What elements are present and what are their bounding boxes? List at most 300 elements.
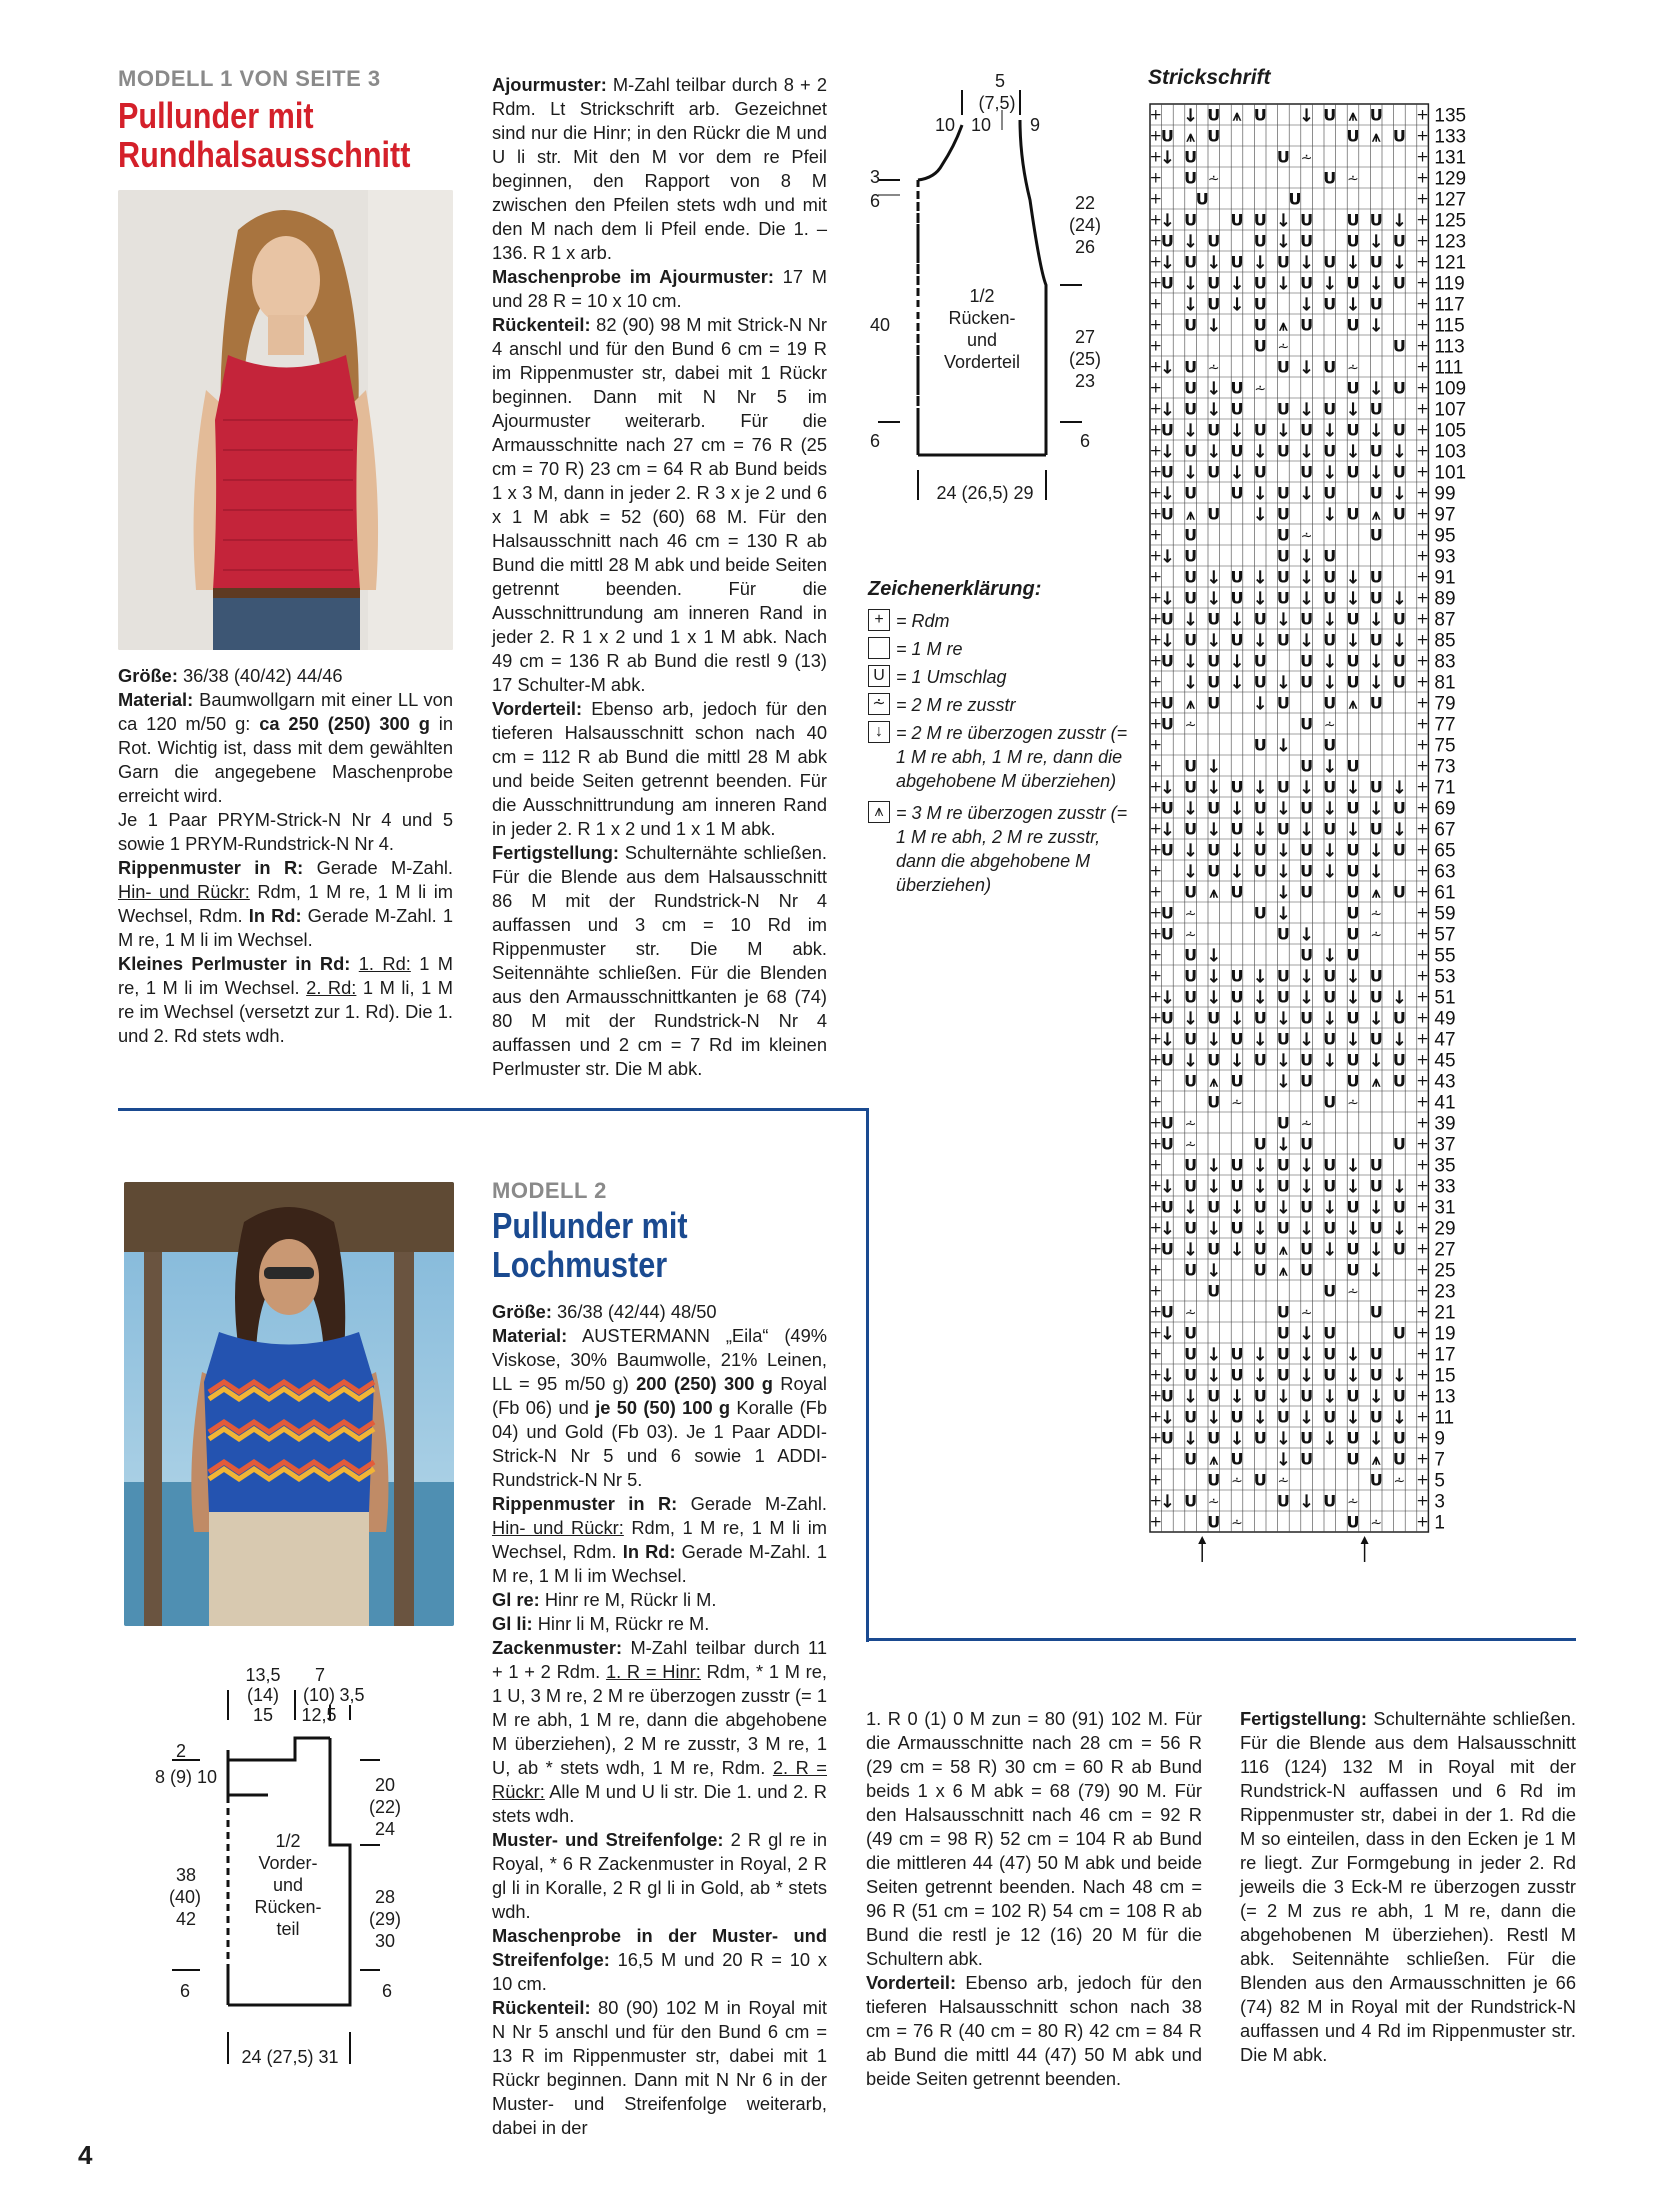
model1-photo-illustration xyxy=(118,190,453,650)
chart-edge-stitch: + xyxy=(1149,1218,1163,1237)
chart-k2tog: ⩪ xyxy=(1277,1473,1290,1490)
chart-yarnover: U xyxy=(1253,840,1267,860)
m2-dim-top-a3: 15 xyxy=(252,1705,274,1725)
chart-yarnover: U xyxy=(1230,1407,1244,1427)
chart-yarnover: U xyxy=(1230,483,1244,503)
chart-yarnover: U xyxy=(1230,987,1244,1007)
chart-yarnover: U xyxy=(1253,210,1267,230)
chart-yarnover: U xyxy=(1369,630,1383,650)
chart-ssk: ↓ xyxy=(1252,1176,1268,1198)
m1-dim-top-e: 9 xyxy=(1029,115,1040,135)
model2-title-line1: Pullunder mit xyxy=(492,1205,688,1246)
chart-yarnover: U xyxy=(1253,609,1267,629)
m1-dim-right-a2: (24) xyxy=(1068,215,1101,235)
chart-ssk: ↓ xyxy=(1206,630,1222,652)
chart-yarnover: U xyxy=(1346,462,1360,482)
chart-yarnover: U xyxy=(1160,693,1174,713)
chart-ssk: ↓ xyxy=(1206,567,1222,589)
chart-edge-stitch: + xyxy=(1416,1155,1429,1174)
divider-model1-bottom xyxy=(118,1108,868,1111)
chart-row-label: 61 xyxy=(1434,882,1456,904)
chart-yarnover: U xyxy=(1392,1008,1406,1028)
m1-front: Vorderteil: Ebenso arb, jedoch für den tieferen Halsausschnitt schon nach 40 cm = 112 R ab Bund die mittl 28 M abk und beide Seiten getrennt beenden. Für die Ausschnittrundung am inneren Rand in jeder 2. R 1 x 2 und 1 x 1 M abk. xyxy=(492,698,827,839)
legend-row-k2tog: ⩪ = 2 M re zusstr xyxy=(868,693,1138,717)
chart-ssk: ↓ xyxy=(1183,105,1199,127)
chart-k2tog: ⩪ xyxy=(1184,717,1197,734)
chart-yarnover: U xyxy=(1346,882,1360,902)
chart-ssk: ↓ xyxy=(1275,1008,1291,1030)
chart-yarnover: U xyxy=(1300,1134,1314,1154)
chart-edge-stitch: + xyxy=(1149,1008,1163,1027)
chart-yarnover: U xyxy=(1323,735,1337,755)
chart-yarnover: U xyxy=(1207,1428,1221,1448)
m1-back: Rückenteil: 82 (90) 98 M mit Strick-N Nr 4 anschl und für den Bund 6 cm = 19 R im Rippenmuster str, dabei mit 1 Rückr beginnen. Dann mit N Nr 5 im Ajourmuster weiterarb. Für die Armausschnitte nach 27 cm = 76 R (25 cm = 70 R) 23 cm = 64 R ab Bund beids 1 x 3 M, dann in jeder 2. R 3 x je 2 und 6 x 1 M abk = 52 (60) 68 M. Für den Halsausschnitt nach 46 cm = 130 R ab Bund die mittl 28 M abk und beide Seiten getrennt beenden. Für die Ausschnittrundung am inneren Rand in jeder 2. R 1 x 2 und 1 x 1 M abk. Nach 49 cm = 136 R ab Bund die restl 9 (13) 17 Schulter-M abk. xyxy=(492,314,827,695)
chart-yarnover: U xyxy=(1323,441,1337,461)
chart-yarnover: U xyxy=(1230,1365,1244,1385)
legend-row-skp: ↓ = 2 M re überzogen zusstr (= 1 M re abh, 1 M re, dann die abgehobene M überziehen) xyxy=(868,721,1138,793)
chart-yarnover: U xyxy=(1160,504,1174,524)
chart-edge-stitch: + xyxy=(1416,924,1429,943)
m2-dim-bottom: 24 (27,5) 31 xyxy=(241,2047,339,2067)
chart-ssk: ↓ xyxy=(1229,861,1245,883)
chart-ssk: ↓ xyxy=(1183,1008,1199,1030)
chart-ssk: ↓ xyxy=(1275,1071,1291,1093)
chart-yarnover: U xyxy=(1230,966,1244,986)
chart-yarnover: U xyxy=(1230,777,1244,797)
chart-edge-stitch: + xyxy=(1416,714,1429,733)
chart-ssk: ↓ xyxy=(1206,1344,1222,1366)
chart-row-label: 91 xyxy=(1434,567,1456,589)
m2-stripes: Muster- und Streifenfolge: 2 R gl re in Royal, * 6 R Zackenmuster in Royal, 2 R gl li in Koralle, 2 R gl li in Gold, ab * stets wdh. xyxy=(492,1829,828,1922)
chart-ssk: ↓ xyxy=(1322,462,1338,484)
chart-row-label: 127 xyxy=(1434,189,1467,211)
chart-edge-stitch: + xyxy=(1149,1428,1163,1447)
chart-row-label: 45 xyxy=(1434,1050,1456,1072)
chart-yarnover: U xyxy=(1207,1008,1221,1028)
chart-yarnover: U xyxy=(1253,1197,1267,1217)
chart-ssk: ↓ xyxy=(1368,840,1384,862)
chart-edge-stitch: + xyxy=(1149,315,1163,334)
chart-ssk: ↓ xyxy=(1322,756,1338,778)
chart-ssk: ↓ xyxy=(1183,1428,1199,1450)
chart-edge-stitch: + xyxy=(1149,105,1163,124)
chart-edge-stitch: + xyxy=(1416,777,1429,796)
chart-yarnover: U xyxy=(1369,294,1383,314)
chart-yarnover: U xyxy=(1369,1218,1383,1238)
chart-ssk: ↓ xyxy=(1252,1029,1268,1051)
chart-yarnover: U xyxy=(1253,1470,1267,1490)
chart-ssk: ↓ xyxy=(1391,1407,1407,1429)
m2-rib: Rippenmuster in R: Gerade M-Zahl. Hin- und Rückr: Rdm, 1 M re, 1 M li im Wechsel, Rdm. In Rd: Gerade M-Zahl. 1 M re, 1 M li im Wechsel. xyxy=(492,1493,828,1586)
chart-ssk: ↓ xyxy=(1275,231,1291,253)
chart-edge-stitch: + xyxy=(1149,567,1163,586)
chart-yarnover: U xyxy=(1346,1449,1360,1469)
chart-yarnover: U xyxy=(1184,525,1198,545)
chart-row-label: 25 xyxy=(1434,1260,1456,1282)
chart-yarnover: U xyxy=(1160,798,1174,818)
chart-yarnover: U xyxy=(1323,1365,1337,1385)
chart-edge-stitch: + xyxy=(1416,1302,1429,1321)
chart-edge-stitch: + xyxy=(1416,525,1429,544)
chart-yarnover: U xyxy=(1300,1386,1314,1406)
chart-yarnover: U xyxy=(1323,546,1337,566)
chart-yarnover: U xyxy=(1369,966,1383,986)
chart-edge-stitch: + xyxy=(1416,231,1429,250)
chart-yarnover: U xyxy=(1253,1260,1267,1280)
chart-yarnover: U xyxy=(1276,1302,1290,1322)
chart-yarnover: U xyxy=(1392,462,1406,482)
chart-yarnover: U xyxy=(1392,504,1406,524)
chart-edge-stitch: + xyxy=(1416,483,1429,502)
chart-edge-stitch: + xyxy=(1149,504,1163,523)
chart-ssk: ↓ xyxy=(1368,1260,1384,1282)
chart-ssk: ↓ xyxy=(1229,651,1245,673)
chart-sk2p: ⩚ xyxy=(1186,505,1195,524)
chart-ssk: ↓ xyxy=(1206,1365,1222,1387)
chart-yarnover: U xyxy=(1346,210,1360,230)
triple-decrease-icon: ⩚ xyxy=(868,801,890,823)
chart-yarnover: U xyxy=(1207,1281,1221,1301)
chart-yarnover: U xyxy=(1230,399,1244,419)
chart-sk2p: ⩚ xyxy=(1348,694,1358,713)
chart-ssk: ↓ xyxy=(1252,777,1268,799)
chart-ssk: ↓ xyxy=(1345,1365,1361,1387)
chart-yarnover: U xyxy=(1392,1323,1406,1343)
model1-col1 xyxy=(118,664,453,1048)
chart-edge-stitch: + xyxy=(1416,1386,1429,1405)
chart-row-label: 85 xyxy=(1434,630,1456,652)
chart-k2tog: ⩪ xyxy=(1184,906,1197,923)
chart-yarnover: U xyxy=(1207,840,1221,860)
chart-ssk: ↓ xyxy=(1183,231,1199,253)
chart-ssk: ↓ xyxy=(1368,672,1384,694)
chart-edge-stitch: + xyxy=(1416,1260,1429,1279)
chart-edge-stitch: + xyxy=(1416,1092,1429,1111)
chart-k2tog: ⩪ xyxy=(1393,1473,1406,1490)
chart-ssk: ↓ xyxy=(1345,1029,1361,1051)
chart-row-label: 55 xyxy=(1434,945,1456,967)
chart-yarnover: U xyxy=(1253,294,1267,314)
chart-ssk: ↓ xyxy=(1391,1029,1407,1051)
chart-edge-stitch: + xyxy=(1149,231,1163,250)
chart-row-label: 27 xyxy=(1434,1239,1456,1261)
chart-ssk: ↓ xyxy=(1299,399,1315,421)
chart-yarnover: U xyxy=(1346,1197,1360,1217)
chart-yarnover: U xyxy=(1207,1197,1221,1217)
chart-yarnover: U xyxy=(1276,588,1290,608)
chart-row-label: 69 xyxy=(1434,798,1456,820)
chart-yarnover: U xyxy=(1300,1260,1314,1280)
chart-yarnover: U xyxy=(1323,630,1337,650)
chart-yarnover: U xyxy=(1276,987,1290,1007)
chart-edge-stitch: + xyxy=(1416,1071,1429,1090)
chart-edge-stitch: + xyxy=(1149,798,1163,817)
chart-ssk: ↓ xyxy=(1159,399,1175,421)
chart-yarnover: U xyxy=(1346,504,1360,524)
chart-ssk: ↓ xyxy=(1159,147,1175,169)
chart-yarnover: U xyxy=(1392,336,1406,356)
chart-ssk: ↓ xyxy=(1183,294,1199,316)
chart-edge-stitch: + xyxy=(1416,1176,1429,1195)
chart-yarnover: U xyxy=(1346,756,1360,776)
model2-kicker: MODELL 2 xyxy=(492,1178,607,1203)
chart-yarnover: U xyxy=(1369,1155,1383,1175)
chart-ssk: ↓ xyxy=(1299,966,1315,988)
chart-ssk: ↓ xyxy=(1275,420,1291,442)
chart-yarnover: U xyxy=(1160,1239,1174,1259)
chart-edge-stitch: + xyxy=(1149,693,1163,712)
chart-yarnover: U xyxy=(1253,315,1267,335)
chart-ssk: ↓ xyxy=(1345,1218,1361,1240)
chart-edge-stitch: + xyxy=(1149,966,1163,985)
chart-edge-stitch: + xyxy=(1416,399,1429,418)
chart-ssk: ↓ xyxy=(1252,987,1268,1009)
chart-yarnover: U xyxy=(1276,525,1290,545)
model2-title-line2: Lochmuster xyxy=(492,1244,668,1285)
chart-ssk: ↓ xyxy=(1345,819,1361,841)
knitting-chart xyxy=(1148,102,1548,1572)
model2-title xyxy=(492,1206,688,1284)
chart-k2tog: ⩪ xyxy=(1207,360,1220,377)
chart-yarnover: U xyxy=(1207,1470,1221,1490)
chart-yarnover: U xyxy=(1184,882,1198,902)
chart-ssk: ↓ xyxy=(1275,609,1291,631)
chart-yarnover: U xyxy=(1323,777,1337,797)
chart-row-label: 89 xyxy=(1434,588,1456,610)
chart-edge-stitch: + xyxy=(1416,756,1429,775)
chart-edge-stitch: + xyxy=(1149,588,1163,607)
chart-yarnover: U xyxy=(1300,210,1314,230)
chart-edge-stitch: + xyxy=(1416,1365,1429,1384)
chart-yarnover: U xyxy=(1300,462,1314,482)
chart-ssk: ↓ xyxy=(1299,1365,1315,1387)
chart-yarnover: U xyxy=(1392,231,1406,251)
m1-dim-top-c: 10 xyxy=(934,115,956,135)
chart-yarnover: U xyxy=(1369,1344,1383,1364)
model2-col3 xyxy=(1240,1707,1576,2067)
m1-dim-left-b: 40 xyxy=(869,315,891,335)
chart-yarnover: U xyxy=(1184,1491,1198,1511)
m2-dim-right-c: 6 xyxy=(381,1981,392,2001)
chart-ssk: ↓ xyxy=(1299,1344,1315,1366)
chart-yarnover: U xyxy=(1346,1260,1360,1280)
chart-row-label: 11 xyxy=(1434,1407,1455,1429)
chart-row-label: 5 xyxy=(1434,1470,1445,1492)
chart-ssk: ↓ xyxy=(1206,1155,1222,1177)
chart-k2tog: ⩪ xyxy=(1300,1116,1313,1133)
chart-yarnover: U xyxy=(1392,651,1406,671)
chart-edge-stitch: + xyxy=(1416,1344,1429,1363)
chart-yarnover: U xyxy=(1230,1176,1244,1196)
chart-yarnover: U xyxy=(1253,231,1267,251)
legend-row-knit: = 1 M re xyxy=(868,637,1138,661)
chart-edge-stitch: + xyxy=(1149,168,1163,187)
m2-dim-left-b2: (40) xyxy=(168,1887,201,1907)
chart-ssk: ↓ xyxy=(1183,798,1199,820)
chart-yarnover: U xyxy=(1346,315,1360,335)
chart-row-label: 41 xyxy=(1434,1092,1456,1114)
chart-edge-stitch: + xyxy=(1149,126,1163,145)
chart-yarnover: U xyxy=(1184,987,1198,1007)
chart-ssk: ↓ xyxy=(1159,1491,1175,1513)
chart-ssk: ↓ xyxy=(1206,1260,1222,1282)
chart-row-label: 135 xyxy=(1434,105,1467,127)
chart-edge-stitch: + xyxy=(1416,651,1429,670)
chart-yarnover: U xyxy=(1346,651,1360,671)
chart-ssk: ↓ xyxy=(1159,357,1175,379)
chart-ssk: ↓ xyxy=(1391,630,1407,652)
chart-yarnover: U xyxy=(1253,1134,1267,1154)
chart-edge-stitch: + xyxy=(1149,1134,1163,1153)
chart-yarnover: U xyxy=(1276,441,1290,461)
chart-ssk: ↓ xyxy=(1206,945,1222,967)
chart-ssk: ↓ xyxy=(1206,315,1222,337)
chart-yarnover: U xyxy=(1300,1239,1314,1259)
chart-row-label: 105 xyxy=(1434,420,1467,442)
chart-ssk: ↓ xyxy=(1159,987,1175,1009)
chart-edge-stitch: + xyxy=(1416,1134,1429,1153)
chart-ssk: ↓ xyxy=(1391,483,1407,505)
chart-edge-stitch: + xyxy=(1416,630,1429,649)
chart-edge-stitch: + xyxy=(1149,924,1163,943)
chart-sk2p: ⩚ xyxy=(1209,1450,1219,1469)
chart-row-label: 97 xyxy=(1434,504,1456,526)
chart-edge-stitch: + xyxy=(1416,504,1429,523)
chart-yarnover: U xyxy=(1207,861,1221,881)
chart-k2tog: ⩪ xyxy=(1370,1515,1383,1532)
chart-yarnover: U xyxy=(1276,1407,1290,1427)
chart-k2tog: ⩪ xyxy=(1184,1305,1197,1322)
chart-yarnover: U xyxy=(1253,420,1267,440)
m1-perl: Kleines Perlmuster in Rd: 1. Rd: 1 M re, 1 M li im Wechsel. 2. Rd: 1 M li, 1 M re im Wechsel (versetzt zur 1. Rd). Die 1. und 2. Rd stets wdh. xyxy=(118,953,454,1046)
chart-row-label: 99 xyxy=(1434,483,1456,505)
m2-dim-right-b3: 30 xyxy=(374,1931,396,1951)
chart-edge-stitch: + xyxy=(1416,441,1429,460)
chart-yarnover: U xyxy=(1160,273,1174,293)
chart-yarnover: U xyxy=(1230,1344,1244,1364)
chart-yarnover: U xyxy=(1392,1386,1406,1406)
chart-edge-stitch: + xyxy=(1149,1365,1163,1384)
chart-yarnover: U xyxy=(1300,1008,1314,1028)
chart-yarnover: U xyxy=(1276,777,1290,797)
chart-ssk: ↓ xyxy=(1206,1176,1222,1198)
chart-row-label: 93 xyxy=(1434,546,1456,568)
chart-ssk: ↓ xyxy=(1391,1176,1407,1198)
legend-row-yo: U = 1 Umschlag xyxy=(868,665,1138,689)
chart-yarnover: U xyxy=(1253,651,1267,671)
chart-edge-stitch: + xyxy=(1416,1050,1429,1069)
chart-ssk: ↓ xyxy=(1345,630,1361,652)
chart-edge-stitch: + xyxy=(1149,861,1163,880)
chart-row-label: 129 xyxy=(1434,168,1467,190)
chart-ssk: ↓ xyxy=(1206,987,1222,1009)
chart-edge-stitch: + xyxy=(1416,693,1429,712)
m2-back: Rückenteil: 80 (90) 102 M in Royal mit N Nr 5 anschl und für den Bund 6 cm = 13 R im Rippenmuster str, dabei mit 1 Rückr beginnen. Dann mit N Nr 6 in der Muster- und Streifenfolge weiterarb, dabei in der xyxy=(492,1997,827,2138)
chart-yarnover: U xyxy=(1253,861,1267,881)
chart-yarnover: U xyxy=(1392,1134,1406,1154)
chart-yarnover: U xyxy=(1300,609,1314,629)
chart-row-label: 7 xyxy=(1434,1449,1445,1471)
chart-ssk: ↓ xyxy=(1322,609,1338,631)
chart-k2tog: ⩪ xyxy=(1370,906,1383,923)
chart-repeat-arrowhead xyxy=(1198,1536,1206,1544)
chart-ssk: ↓ xyxy=(1229,462,1245,484)
chart-edge-stitch: + xyxy=(1416,588,1429,607)
chart-yarnover: U xyxy=(1184,357,1198,377)
chart-repeat-arrowhead xyxy=(1361,1536,1369,1544)
chart-row-label: 131 xyxy=(1434,147,1467,169)
chart-ssk: ↓ xyxy=(1368,609,1384,631)
divider-model2-right xyxy=(866,1638,1576,1641)
chart-yarnover: U xyxy=(1346,1050,1360,1070)
chart-yarnover: U xyxy=(1300,882,1314,902)
chart-yarnover: U xyxy=(1207,273,1221,293)
chart-row-label: 103 xyxy=(1434,441,1467,463)
chart-edge-stitch: + xyxy=(1416,462,1429,481)
chart-yarnover: U xyxy=(1184,147,1198,167)
chart-sk2p: ⩚ xyxy=(1371,1072,1381,1091)
chart-ssk: ↓ xyxy=(1391,210,1407,232)
chart-yarnover: U xyxy=(1184,210,1198,230)
chart-row-label: 51 xyxy=(1434,987,1456,1009)
chart-yarnover: U xyxy=(1323,1176,1337,1196)
chart-yarnover: U xyxy=(1184,777,1198,797)
chart-ssk: ↓ xyxy=(1252,441,1268,463)
chart-row-label: 9 xyxy=(1434,1428,1445,1450)
chart-ssk: ↓ xyxy=(1275,1386,1291,1408)
chart-ssk: ↓ xyxy=(1368,651,1384,673)
model2-photo-illustration xyxy=(124,1182,454,1626)
chart-yarnover: U xyxy=(1160,903,1174,923)
chart-ssk: ↓ xyxy=(1275,861,1291,883)
chart-row-label: 77 xyxy=(1434,714,1456,736)
chart-sk2p: ⩚ xyxy=(1279,316,1288,335)
chart-yarnover: U xyxy=(1346,1008,1360,1028)
m1-dim-top-b: (7,5) xyxy=(978,93,1016,113)
chart-yarnover: U xyxy=(1300,1449,1314,1469)
chart-ssk: ↓ xyxy=(1183,609,1199,631)
m1-dim-right-b3: 23 xyxy=(1074,371,1096,391)
chart-ssk: ↓ xyxy=(1391,1218,1407,1240)
chart-yarnover: U xyxy=(1276,630,1290,650)
chart-ssk: ↓ xyxy=(1299,777,1315,799)
chart-ssk: ↓ xyxy=(1206,777,1222,799)
chart-edge-stitch: + xyxy=(1416,903,1429,922)
chart-edge-stitch: + xyxy=(1149,819,1163,838)
chart-yarnover: U xyxy=(1369,588,1383,608)
chart-ssk: ↓ xyxy=(1206,1029,1222,1051)
chart-ssk: ↓ xyxy=(1345,294,1361,316)
chart-ssk: ↓ xyxy=(1368,1428,1384,1450)
chart-yarnover: U xyxy=(1160,462,1174,482)
chart-yarnover: U xyxy=(1184,588,1198,608)
chart-edge-stitch: + xyxy=(1149,1197,1163,1216)
chart-edge-stitch: + xyxy=(1149,546,1163,565)
chart-ssk: ↓ xyxy=(1183,420,1199,442)
chart-yarnover: U xyxy=(1323,819,1337,839)
chart-row-label: 29 xyxy=(1434,1218,1456,1240)
m2-dim-right-a2: (22) xyxy=(368,1797,401,1817)
chart-yarnover: U xyxy=(1276,1218,1290,1238)
model1-title xyxy=(118,96,410,174)
m1-dim-right-c: 6 xyxy=(1079,431,1090,451)
chart-edge-stitch: + xyxy=(1149,756,1163,775)
chart-yarnover: U xyxy=(1184,1218,1198,1238)
chart-k2tog: ⩪ xyxy=(1323,717,1336,734)
m2-dim-right-b2: (29) xyxy=(368,1909,401,1929)
chart-edge-stitch: + xyxy=(1416,819,1429,838)
m1-rib: Rippenmuster in R: Gerade M-Zahl. Hin- und Rückr: Rdm, 1 M re, 1 M li im Wechsel, Rdm. In Rd: Gerade M-Zahl. 1 M re, 1 M li im Wechsel. xyxy=(118,857,454,950)
